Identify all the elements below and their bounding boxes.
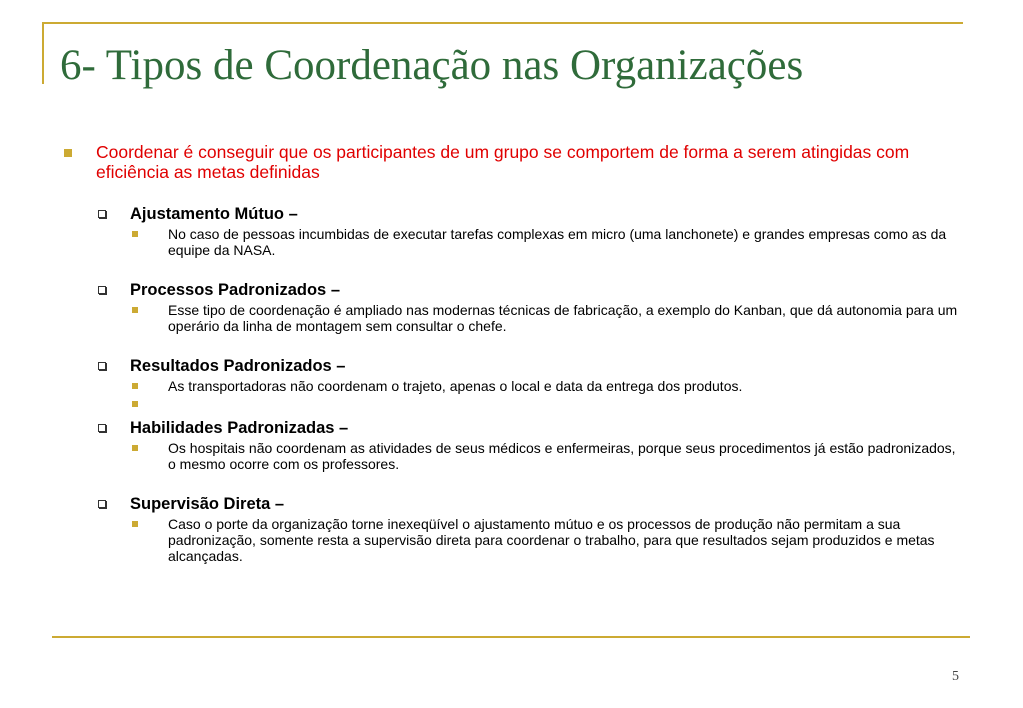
section-heading-ajustamento [98,204,964,224]
section-item [132,302,964,334]
section-heading-text: Habilidades Padronizadas – [130,419,349,437]
section-heading-habilidades [98,418,964,438]
section-item-text: No caso de pessoas incumbidas de executar tarefas complexas em micro (uma lanchonete) e grandes empresas como as da equipe da NASA. [168,226,947,258]
section-item [132,516,964,564]
hollow-square-bullet-icon [98,286,106,294]
left-rule [42,22,44,84]
section-item-empty [132,396,964,412]
section-item-text: As transportadoras não coordenam o trajeto, apenas o local e data da entrega dos produtos. [168,378,743,394]
hollow-square-bullet-icon [98,362,106,370]
square-bullet-icon [132,231,138,237]
section-item-text: Esse tipo de coordenação é ampliado nas modernas técnicas de fabricação, a exemplo do Kanban, que dá autonomia para um operário da linha de montagem sem consultar o chefe. [168,302,958,334]
intro-item [64,142,964,182]
bottom-rule [52,636,970,638]
section-item [132,378,964,394]
hollow-square-bullet-icon [98,500,106,508]
square-bullet-icon [132,445,138,451]
square-bullet-icon [64,149,72,157]
slide-title: 6- Tipos de Coordenação nas Organizações [60,42,804,89]
square-bullet-icon [132,383,138,389]
section-item [132,440,964,472]
section-heading-resultados [98,356,964,376]
top-rule [42,22,963,24]
section-item [132,226,964,258]
intro-text: Coordenar é conseguir que os participantes de um grupo se comportem de forma a serem atingidas com eficiência as metas definidas [96,142,910,182]
page-number: 5 [952,669,959,684]
section-heading-text: Processos Padronizados – [130,281,340,299]
hollow-square-bullet-icon [98,210,106,218]
section-heading-text: Supervisão Direta – [130,495,285,513]
section-heading-processos [98,280,964,300]
square-bullet-icon [132,307,138,313]
section-item-text: Caso o porte da organização torne inexeqüível o ajustamento mútuo e os processos de produção não permitam a sua padronização, somente resta a supervisão direta para coordenar o trabalho, para que resultados sejam produzidos e metas alcançadas. [168,516,935,564]
section-heading-text: Resultados Padronizados – [130,357,346,375]
slide-content [64,142,964,564]
section-heading-text: Ajustamento Mútuo – [130,205,298,223]
section-heading-supervisao [98,494,964,514]
square-bullet-icon [132,401,138,407]
section-item-text: Os hospitais não coordenam as atividades de seus médicos e enfermeiras, porque seus procedimentos já estão padronizados, o mesmo ocorre com os professores. [168,440,956,472]
square-bullet-icon [132,521,138,527]
hollow-square-bullet-icon [98,424,106,432]
